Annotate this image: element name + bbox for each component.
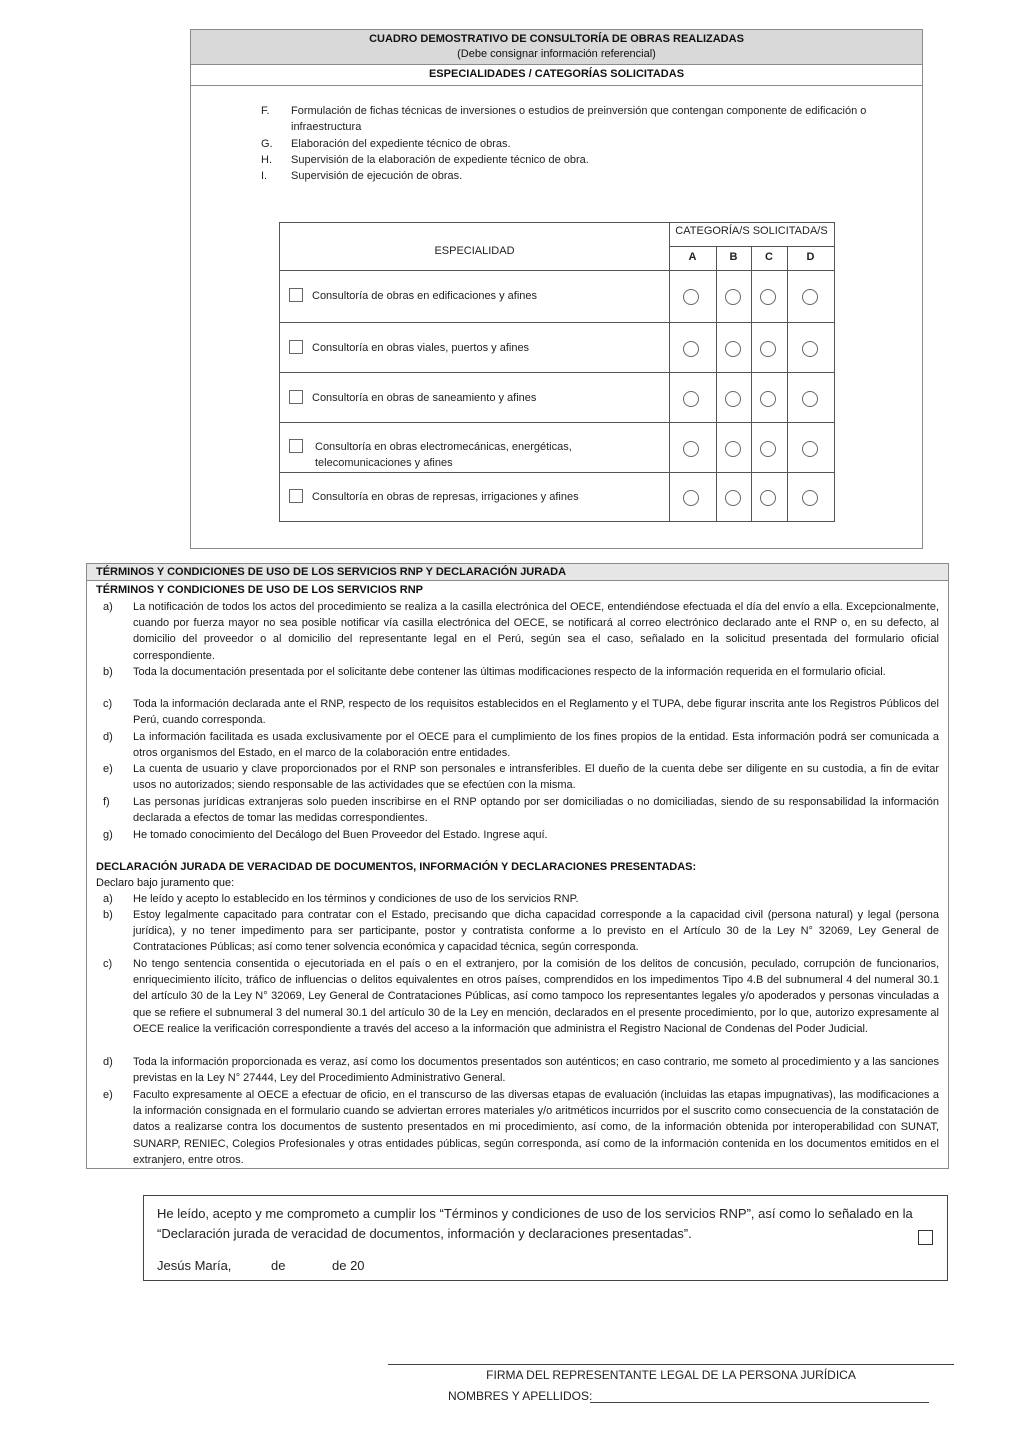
specialty-checkbox-electromecanicas[interactable] (289, 439, 303, 453)
names-label: NOMBRES Y APELLIDOS: (448, 1389, 593, 1403)
term-key: f) (103, 796, 110, 808)
term-text: Toda la documentación presentada por el solicitante debe contener las últimas modificaciones respecto de la información requerida en el formulario oficial. (133, 666, 886, 678)
radio-electromecanicas-d[interactable] (802, 441, 818, 457)
radio-represas-c[interactable] (760, 490, 776, 506)
declaration-key: b) (103, 909, 113, 921)
radio-edificaciones-a[interactable] (683, 289, 699, 305)
term-key: g) (103, 829, 113, 841)
radio-viales-d[interactable] (802, 341, 818, 357)
term-key: a) (103, 601, 113, 613)
table-divider (280, 472, 834, 473)
declaration-key: c) (103, 958, 113, 970)
specialty-item-text: Supervisión de la elaboración de expediente técnico de obra. (291, 154, 589, 166)
radio-electromecanicas-a[interactable] (683, 441, 699, 457)
declaration-key: a) (103, 893, 113, 905)
declaration-text: He leído y acepto lo establecido en los términos y condiciones de uso de los servicios RNP. (133, 893, 579, 905)
term-text: Toda la información declarada ante el RNP, respecto de los requisitos establecidos en el Reglamento y el TUPA, debe figurar inscrita ante los Registros Públicos del Perú, cuando corresponda. (133, 698, 939, 727)
row-label-edificaciones: Consultoría de obras en edificaciones y afines (312, 290, 538, 302)
term-key: e) (103, 763, 113, 775)
row-label-electromecanicas: Consultoría en obras electromecánicas, energéticas, telecomunicaciones y afines (315, 441, 572, 469)
declaration-key: e) (103, 1089, 113, 1101)
terms-header: TÉRMINOS Y CONDICIONES DE USO DE LOS SERVICIOS RNP Y DECLARACIÓN JURADA (87, 564, 948, 581)
radio-represas-b[interactable] (725, 490, 741, 506)
declaration-text: Estoy legalmente capacitado para contratar con el Estado, precisando que dicha capacidad corresponde a la capacidad civil (persona natural) y legal (persona jurídica), y no tener impedimento para ser participante, postor y contratista conforme a lo previsto en el Artículo 30 de la Ley N° 32069, Ley General de Contrataciones Públicas; así como tener solvencia económica y capacidad técnica, según corresponda. (133, 909, 939, 954)
row-label-saneamiento: Consultoría en obras de saneamiento y afines (312, 392, 537, 404)
specialty-item-key: G. (261, 138, 273, 150)
table-divider (787, 246, 788, 521)
header-categories: CATEGORÍA/S SOLICITADA/S (675, 225, 828, 237)
row-label-represas: Consultoría en obras de represas, irrigaciones y afines (312, 491, 579, 503)
radio-viales-b[interactable] (725, 341, 741, 357)
term-text: La información facilitada es usada exclusivamente por el OECE para el cumplimiento de los fines propios de la entidad. Esta información podrá ser comunicada a otros organismos del Estado, en el marco de la colaboración entre entidades. (133, 731, 939, 760)
date-de-label: de (271, 1258, 286, 1273)
consultancy-header (191, 30, 922, 65)
table-divider (280, 372, 834, 373)
table-divider (716, 246, 717, 521)
specialty-item-key: H. (261, 154, 272, 166)
specialties-header: ESPECIALIDADES / CATEGORÍAS SOLICITADAS (191, 65, 922, 86)
acceptance-checkbox[interactable] (918, 1230, 933, 1245)
specialty-item-text: Supervisión de ejecución de obras. (291, 170, 463, 182)
header-category-a: A (688, 251, 697, 263)
table-divider (280, 270, 834, 271)
term-text: La cuenta de usuario y clave proporcionados por el RNP son personales e intransferibles. El dueño de la cuenta debe ser diligente en su custodia, a fin de evitar usos no autorizados; siendo responsable de las actividades que se efectúen con la misma. (133, 763, 939, 792)
table-divider (280, 422, 834, 423)
header-category-c: C (765, 251, 773, 263)
radio-viales-c[interactable] (760, 341, 776, 357)
header-category-b: B (729, 251, 738, 263)
term-key: c) (103, 698, 113, 710)
acceptance-box (143, 1195, 948, 1281)
terms-box (86, 563, 949, 1169)
radio-saneamiento-a[interactable] (683, 391, 699, 407)
row-label-viales: Consultoría en obras viales, puertos y afines (312, 342, 530, 354)
term-key: b) (103, 666, 113, 678)
term-text: He tomado conocimiento del Decálogo del Buen Proveedor del Estado. Ingrese aquí. (133, 829, 548, 841)
specialty-checkbox-represas[interactable] (289, 489, 303, 503)
table-divider (751, 246, 752, 521)
specialty-item-key: F. (261, 105, 270, 117)
radio-represas-a[interactable] (683, 490, 699, 506)
term-text: La notificación de todos los actos del procedimiento se realiza a la casilla electrónica del OECE, entendiéndose efectuada el día del envío a ella. Excepcionalmente, cuando por fuerza mayor no sea posible notificar vía casilla electrónica del OECE, se notificará al correo electrónico declarado ante el RNP o, en su defecto, al domicilio del proveedor o al domicilio del representante legal en el Perú, según sea el caso, señalado en la solicitud presentada del formulario oficial correspondiente. (133, 601, 939, 662)
signature-line (388, 1364, 954, 1365)
radio-edificaciones-b[interactable] (725, 289, 741, 305)
specialty-checkbox-viales[interactable] (289, 340, 303, 354)
terms-title: TÉRMINOS Y CONDICIONES DE USO DE LOS SERVICIOS RNP (96, 584, 424, 596)
radio-electromecanicas-c[interactable] (760, 441, 776, 457)
specialty-item-text: Elaboración del expediente técnico de obras. (291, 138, 511, 150)
category-table (279, 222, 835, 522)
declaration-text: Toda la información proporcionada es veraz, así como los documentos presentados son auténticos; en caso contrario, me someto al procedimiento y a las sanciones previstas en la Ley N° 27444, Ley del Procedimiento Administrativo General. (133, 1056, 939, 1085)
declaration-text: Faculto expresamente al OECE a efectuar de oficio, en el transcurso de las diversas etapas de evaluación (incluidas las etapas impugnativas), las modificaciones a la información consignada en el formulario cuando se adviertan errores materiales y/o aritméticos incurridos por el suscrito como consecuencia de la constatación de datos a realizarse contra los documentos de sustento presentados en mi procedimiento, así como, de la información obtenida por interoperabilidad con SUNAT, SUNARP, RENIEC, Colegios Profesionales y otras entidades públicas, según corresponda, así como de la información contenida en los documentos emitidos en el extranjero, entre otros. (133, 1089, 939, 1166)
radio-saneamiento-d[interactable] (802, 391, 818, 407)
date-year-label: de 20 (332, 1258, 365, 1273)
consultancy-subtitle: (Debe consignar información referencial) (457, 48, 656, 60)
radio-saneamiento-b[interactable] (725, 391, 741, 407)
specialty-checkbox-edificaciones[interactable] (289, 288, 303, 302)
declaration-title: DECLARACIÓN JURADA DE VERACIDAD DE DOCUMENTOS, INFORMACIÓN Y DECLARACIONES PRESENTADAS: (96, 861, 697, 873)
term-text: Las personas jurídicas extranjeras solo pueden inscribirse en el RNP optando por ser domiciliadas o no domiciliadas, siendo de su responsabilidad la información declarada a efectos de tomar las medidas correspondientes. (133, 796, 939, 825)
declaration-text: No tengo sentencia consentida o ejecutoriada en el país o en el extranjero, por la comisión de los delitos de concusión, peculado, corrupción de funcionarios, enriquecimiento ilícito, tráfico de influencias o delitos equivalentes en otros países, comprendidos en los impedimentos Tipo 4.B del subnumeral 4 del numeral 30.1 del artículo 30 de la Ley N° 32069, Ley General de Contrataciones Públicas, así como tampoco los representantes legales y/o apoderados y personas vinculadas a que se refiere el subnumeral 3 del numeral 30.1 del artículo 30 de la Ley en mención, declarados en el presente procedimiento, por lo que, autorizo expresamente al OECE realice la verificación correspondiente a través del acceso a la información que administra el Registro Nacional de Condenas del Poder Judicial. (133, 958, 939, 1035)
declaration-intro: Declaro bajo juramento que: (96, 877, 235, 889)
radio-represas-d[interactable] (802, 490, 818, 506)
consultancy-title: CUADRO DEMOSTRATIVO DE CONSULTORÍA DE OBRAS REALIZADAS (369, 33, 744, 45)
radio-electromecanicas-b[interactable] (725, 441, 741, 457)
place-label: Jesús María, (157, 1258, 232, 1273)
table-divider (280, 322, 834, 323)
radio-saneamiento-c[interactable] (760, 391, 776, 407)
radio-edificaciones-c[interactable] (760, 289, 776, 305)
declaration-key: d) (103, 1056, 113, 1068)
header-category-d: D (806, 251, 815, 263)
term-key: d) (103, 731, 113, 743)
names-line (590, 1402, 929, 1403)
acceptance-text: He leído, acepto y me comprometo a cumplir los “Términos y condiciones de uso de los servicios RNP”, así como lo señalado en la “Declaración jurada de veracidad de documentos, información y declaraciones presentadas”. (157, 1206, 913, 1241)
specialty-item-key: I. (261, 170, 268, 182)
specialty-checkbox-saneamiento[interactable] (289, 390, 303, 404)
radio-edificaciones-d[interactable] (802, 289, 818, 305)
specialty-item-text: Formulación de fichas técnicas de inversiones o estudios de preinversión que contengan componente de edificación o infraestructura (291, 105, 867, 133)
header-specialty: ESPECIALIDAD (434, 245, 515, 257)
signature-caption: FIRMA DEL REPRESENTANTE LEGAL DE LA PERSONA JURÍDICA (486, 1368, 856, 1382)
radio-viales-a[interactable] (683, 341, 699, 357)
table-divider (669, 246, 834, 247)
